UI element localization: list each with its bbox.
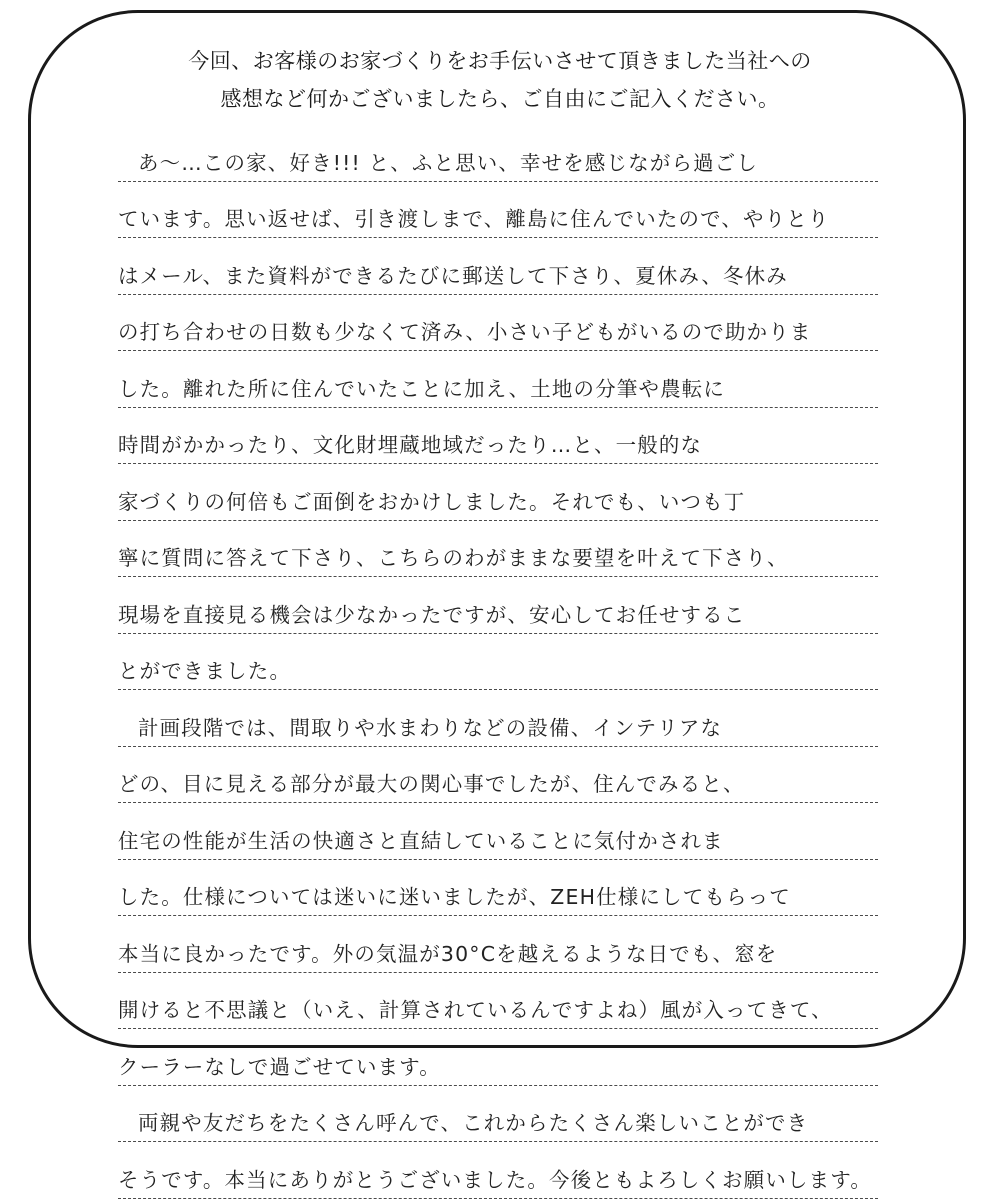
letter-line-text: 現場を直接見る機会は少なかったですが、安心してお任せするこ bbox=[118, 602, 746, 627]
letter-line bbox=[118, 1033, 878, 1090]
dashed-rule bbox=[118, 1198, 878, 1199]
handwritten-letter bbox=[118, 129, 878, 1203]
letter-line-text: あ～…この家、好き!!! と、ふと思い、幸せを感じながら過ごし bbox=[138, 150, 759, 175]
dashed-rule bbox=[118, 689, 878, 690]
letter-line bbox=[118, 1146, 878, 1203]
dashed-rule bbox=[118, 463, 878, 464]
header-line-1: 今回、お客様のお家づくりをお手伝いさせて頂きました当社への bbox=[188, 49, 812, 73]
letter-line-text: そうです。本当にありがとうございました。今後ともよろしくお願いします。 bbox=[118, 1167, 872, 1192]
dashed-rule bbox=[118, 1141, 878, 1142]
letter-line bbox=[118, 468, 878, 525]
dashed-rule bbox=[118, 915, 878, 916]
letter-line bbox=[118, 581, 878, 638]
dashed-rule bbox=[118, 181, 878, 182]
letter-line-text: 両親や友だちをたくさん呼んで、これからたくさん楽しいことができ bbox=[138, 1111, 809, 1135]
letter-line bbox=[118, 242, 878, 299]
dashed-rule bbox=[118, 972, 878, 973]
letter-line-text: 家づくりの何倍もご面倒をおかけしました。それでも、いつも丁 bbox=[118, 489, 746, 514]
dashed-rule bbox=[118, 407, 878, 408]
letter-line-text: 時間がかかったり、文化財埋蔵地域だったり…と、一般的な bbox=[118, 433, 703, 457]
dashed-rule bbox=[118, 746, 878, 747]
letter-line-text: 住宅の性能が生活の快適さと直結していることに気付かされま bbox=[118, 828, 724, 853]
dashed-rule bbox=[118, 1028, 878, 1029]
letter-line-text: 本当に良かったです。外の気温が30°Cを越えるような日でも、窓を bbox=[118, 941, 778, 966]
dashed-rule bbox=[118, 633, 878, 634]
letter-line bbox=[118, 186, 878, 243]
letter-line-text: 開けると不思議と（いえ、計算されているんですよね）風が入ってきて、 bbox=[118, 998, 833, 1022]
letter-line-text: ています。思い返せば、引き渡しまで、離島に住んでいたので、やりとり bbox=[118, 207, 830, 231]
letter-line-text: とができました。 bbox=[118, 659, 292, 683]
letter-line-text: クーラーなしで過ごせています。 bbox=[118, 1054, 441, 1079]
dashed-rule bbox=[118, 237, 878, 238]
letter-line bbox=[118, 355, 878, 412]
letter-line bbox=[118, 299, 878, 356]
letter-line bbox=[118, 638, 878, 695]
letter-line bbox=[118, 977, 878, 1034]
letter-line bbox=[118, 807, 878, 864]
letter-line bbox=[118, 751, 878, 808]
letter-line bbox=[118, 864, 878, 921]
header-line-2: 感想など何かございましたら、ご自由にご記入ください。 bbox=[220, 87, 780, 111]
letter-line bbox=[118, 525, 878, 582]
letter-line-text: した。離れた所に住んでいたことに加え、土地の分筆や農転に bbox=[118, 376, 726, 401]
letter-line-text: の打ち合わせの日数も少なくて済み、小さい子どもがいるので助かりま bbox=[118, 320, 812, 344]
form-header bbox=[0, 42, 1000, 118]
dashed-rule bbox=[118, 1085, 878, 1086]
dashed-rule bbox=[118, 802, 878, 803]
letter-line-text: どの、目に見える部分が最大の関心事でしたが、住んでみると、 bbox=[118, 772, 745, 796]
letter-line bbox=[118, 1090, 878, 1147]
dashed-rule bbox=[118, 350, 878, 351]
dashed-rule bbox=[118, 520, 878, 521]
letter-line bbox=[118, 920, 878, 977]
letter-line bbox=[118, 412, 878, 469]
dashed-rule bbox=[118, 859, 878, 860]
letter-line-text: した。仕様については迷いに迷いましたが、ZEH仕様にしてもらって bbox=[118, 885, 791, 909]
letter-line-text: 寧に質問に答えて下さり、こちらのわがままな要望を叶えて下さり、 bbox=[118, 546, 789, 570]
letter-line-text: 計画段階では、間取りや水まわりなどの設備、インテリアな bbox=[138, 715, 723, 740]
dashed-rule bbox=[118, 294, 878, 295]
letter-line-text: はメール、また資料ができるたびに郵送して下さり、夏休み、冬休み bbox=[118, 263, 788, 288]
dashed-rule bbox=[118, 576, 878, 577]
letter-line bbox=[118, 694, 878, 751]
letter-line bbox=[118, 129, 878, 186]
